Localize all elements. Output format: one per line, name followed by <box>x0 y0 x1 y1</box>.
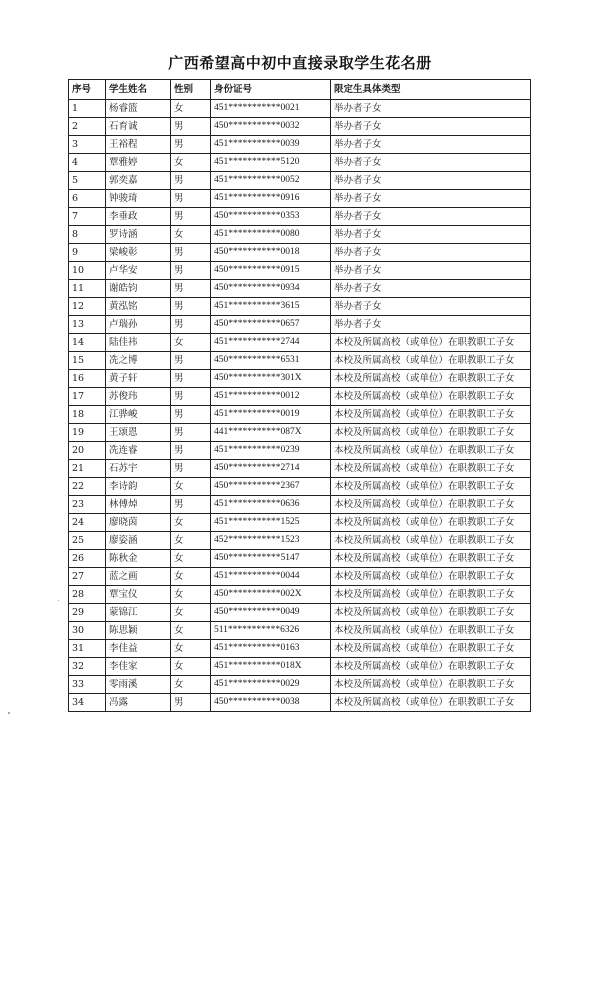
cell-id: 452***********1523 <box>211 532 331 550</box>
cell-name: 江骅峻 <box>106 406 171 424</box>
cell-gender: 女 <box>171 334 211 352</box>
table-row <box>69 388 531 406</box>
cell-type: 举办者子女 <box>331 316 531 334</box>
cell-name: 钟骏琦 <box>106 190 171 208</box>
table-row <box>69 550 531 568</box>
cell-gender: 男 <box>171 316 211 334</box>
cell-id: 450***********0032 <box>211 118 331 136</box>
cell-id: 451***********2744 <box>211 334 331 352</box>
cell-gender: 男 <box>171 118 211 136</box>
table-row <box>69 478 531 496</box>
table-row <box>69 406 531 424</box>
cell-type: 本校及所属高校（或单位）在职教职工子女 <box>331 550 531 568</box>
cell-type: 本校及所属高校（或单位）在职教职工子女 <box>331 334 531 352</box>
cell-no: 23 <box>69 496 106 514</box>
cell-gender: 男 <box>171 298 211 316</box>
cell-gender: 女 <box>171 586 211 604</box>
cell-gender: 男 <box>171 406 211 424</box>
table-row <box>69 262 531 280</box>
cell-gender: 男 <box>171 208 211 226</box>
cell-id: 441***********087X <box>211 424 331 442</box>
cell-gender: 男 <box>171 370 211 388</box>
table-body <box>69 100 531 712</box>
cell-type: 本校及所属高校（或单位）在职教职工子女 <box>331 586 531 604</box>
cell-gender: 男 <box>171 424 211 442</box>
cell-id: 451***********5120 <box>211 154 331 172</box>
cell-type: 本校及所属高校（或单位）在职教职工子女 <box>331 532 531 550</box>
cell-type: 本校及所属高校（或单位）在职教职工子女 <box>331 514 531 532</box>
cell-name: 卢华安 <box>106 262 171 280</box>
table-row <box>69 676 531 694</box>
cell-type: 本校及所属高校（或单位）在职教职工子女 <box>331 568 531 586</box>
cell-gender: 女 <box>171 676 211 694</box>
cell-no: 25 <box>69 532 106 550</box>
table-row <box>69 424 531 442</box>
cell-no: 26 <box>69 550 106 568</box>
cell-no: 1 <box>69 100 106 118</box>
cell-id: 451***********0039 <box>211 136 331 154</box>
cell-type: 本校及所属高校（或单位）在职教职工子女 <box>331 388 531 406</box>
cell-id: 451***********0029 <box>211 676 331 694</box>
table-row <box>69 460 531 478</box>
cell-gender: 女 <box>171 532 211 550</box>
cell-id: 511***********6326 <box>211 622 331 640</box>
student-roster-table <box>68 79 531 712</box>
cell-type: 本校及所属高校（或单位）在职教职工子女 <box>331 658 531 676</box>
cell-type: 本校及所属高校（或单位）在职教职工子女 <box>331 496 531 514</box>
cell-id: 451***********0080 <box>211 226 331 244</box>
cell-name: 苏俊玮 <box>106 388 171 406</box>
cell-gender: 女 <box>171 154 211 172</box>
cell-name: 李佳家 <box>106 658 171 676</box>
cell-type: 举办者子女 <box>331 136 531 154</box>
cell-no: 5 <box>69 172 106 190</box>
cell-no: 14 <box>69 334 106 352</box>
cell-id: 450***********0049 <box>211 604 331 622</box>
cell-name: 零雨溪 <box>106 676 171 694</box>
cell-no: 3 <box>69 136 106 154</box>
cell-type: 本校及所属高校（或单位）在职教职工子女 <box>331 352 531 370</box>
cell-id: 451***********0636 <box>211 496 331 514</box>
cell-no: 9 <box>69 244 106 262</box>
cell-name: 李佳益 <box>106 640 171 658</box>
table-row <box>69 316 531 334</box>
cell-no: 13 <box>69 316 106 334</box>
cell-type: 本校及所属高校（或单位）在职教职工子女 <box>331 676 531 694</box>
table-row <box>69 514 531 532</box>
cell-name: 蓝之画 <box>106 568 171 586</box>
table-row <box>69 154 531 172</box>
cell-name: 王颂恩 <box>106 424 171 442</box>
cell-type: 举办者子女 <box>331 100 531 118</box>
cell-id: 451***********0019 <box>211 406 331 424</box>
cell-id: 450***********0657 <box>211 316 331 334</box>
cell-id: 450***********0934 <box>211 280 331 298</box>
cell-name: 卢瑞孙 <box>106 316 171 334</box>
table-row <box>69 370 531 388</box>
table-row <box>69 640 531 658</box>
header-type: 限定生具体类型 <box>331 80 531 100</box>
cell-gender: 女 <box>171 640 211 658</box>
cell-id: 451***********1525 <box>211 514 331 532</box>
cell-id: 451***********0239 <box>211 442 331 460</box>
cell-name: 王裕程 <box>106 136 171 154</box>
cell-no: 17 <box>69 388 106 406</box>
cell-gender: 男 <box>171 460 211 478</box>
cell-name: 覃雅婷 <box>106 154 171 172</box>
cell-type: 举办者子女 <box>331 280 531 298</box>
cell-id: 450***********301X <box>211 370 331 388</box>
page-title: 广西希望高中初中直接录取学生花名册 <box>168 54 432 72</box>
cell-id: 451***********0044 <box>211 568 331 586</box>
cell-name: 杨睿篮 <box>106 100 171 118</box>
cell-type: 本校及所属高校（或单位）在职教职工子女 <box>331 460 531 478</box>
table-row <box>69 568 531 586</box>
table-row <box>69 442 531 460</box>
cell-type: 举办者子女 <box>331 262 531 280</box>
cell-no: 30 <box>69 622 106 640</box>
cell-gender: 男 <box>171 442 211 460</box>
cell-id: 451***********0021 <box>211 100 331 118</box>
table-row <box>69 190 531 208</box>
cell-no: 21 <box>69 460 106 478</box>
cell-name: 冯露 <box>106 694 171 712</box>
cell-type: 举办者子女 <box>331 118 531 136</box>
cell-no: 11 <box>69 280 106 298</box>
cell-id: 451***********3615 <box>211 298 331 316</box>
cell-no: 12 <box>69 298 106 316</box>
cell-no: 29 <box>69 604 106 622</box>
cell-gender: 男 <box>171 694 211 712</box>
cell-type: 举办者子女 <box>331 154 531 172</box>
cell-type: 本校及所属高校（或单位）在职教职工子女 <box>331 622 531 640</box>
cell-name: 林傅焯 <box>106 496 171 514</box>
cell-gender: 男 <box>171 280 211 298</box>
cell-gender: 女 <box>171 658 211 676</box>
cell-name: 覃宝仪 <box>106 586 171 604</box>
cell-gender: 男 <box>171 136 211 154</box>
cell-gender: 女 <box>171 550 211 568</box>
cell-no: 6 <box>69 190 106 208</box>
table-header-row <box>69 80 531 100</box>
cell-type: 举办者子女 <box>331 298 531 316</box>
cell-gender: 男 <box>171 496 211 514</box>
cell-gender: 女 <box>171 568 211 586</box>
cell-no: 8 <box>69 226 106 244</box>
table-row <box>69 496 531 514</box>
cell-type: 举办者子女 <box>331 226 531 244</box>
cell-type: 本校及所属高校（或单位）在职教职工子女 <box>331 478 531 496</box>
cell-gender: 男 <box>171 190 211 208</box>
table-row <box>69 226 531 244</box>
cell-no: 22 <box>69 478 106 496</box>
cell-gender: 男 <box>171 172 211 190</box>
cell-gender: 女 <box>171 226 211 244</box>
table-row <box>69 586 531 604</box>
cell-type: 本校及所属高校（或单位）在职教职工子女 <box>331 694 531 712</box>
header-gender: 性别 <box>171 80 211 100</box>
cell-no: 19 <box>69 424 106 442</box>
cell-gender: 女 <box>171 604 211 622</box>
cell-name: 廖姿涵 <box>106 532 171 550</box>
cell-type: 本校及所属高校（或单位）在职教职工子女 <box>331 604 531 622</box>
cell-no: 33 <box>69 676 106 694</box>
cell-type: 本校及所属高校（或单位）在职教职工子女 <box>331 442 531 460</box>
table-row <box>69 694 531 712</box>
cell-id: 450***********0915 <box>211 262 331 280</box>
cell-no: 4 <box>69 154 106 172</box>
header-name: 学生姓名 <box>106 80 171 100</box>
cell-gender: 女 <box>171 514 211 532</box>
cell-type: 本校及所属高校（或单位）在职教职工子女 <box>331 406 531 424</box>
cell-name: 谢皓钧 <box>106 280 171 298</box>
cell-id: 450***********0018 <box>211 244 331 262</box>
cell-id: 451***********0012 <box>211 388 331 406</box>
cell-type: 举办者子女 <box>331 208 531 226</box>
cell-id: 450***********002X <box>211 586 331 604</box>
cell-gender: 女 <box>171 478 211 496</box>
cell-type: 本校及所属高校（或单位）在职教职工子女 <box>331 370 531 388</box>
cell-gender: 男 <box>171 352 211 370</box>
table-row <box>69 604 531 622</box>
table-row <box>69 352 531 370</box>
cell-no: 7 <box>69 208 106 226</box>
cell-no: 34 <box>69 694 106 712</box>
cell-name: 黄泓铭 <box>106 298 171 316</box>
cell-name: 罗诗涵 <box>106 226 171 244</box>
cell-name: 石苏宇 <box>106 460 171 478</box>
table-row <box>69 658 531 676</box>
header-no: 序号 <box>69 80 106 100</box>
table-row <box>69 334 531 352</box>
cell-id: 451***********0163 <box>211 640 331 658</box>
cell-id: 450***********5147 <box>211 550 331 568</box>
cell-name: 陈秋金 <box>106 550 171 568</box>
cell-name: 李垂政 <box>106 208 171 226</box>
table-row <box>69 136 531 154</box>
table-row <box>69 298 531 316</box>
cell-name: 梁峻彰 <box>106 244 171 262</box>
cell-id: 450***********2367 <box>211 478 331 496</box>
cell-name: 黄子轩 <box>106 370 171 388</box>
table-row <box>69 622 531 640</box>
cell-name: 廖晓茵 <box>106 514 171 532</box>
cell-no: 15 <box>69 352 106 370</box>
table-row <box>69 532 531 550</box>
cell-no: 18 <box>69 406 106 424</box>
cell-gender: 男 <box>171 388 211 406</box>
cell-type: 本校及所属高校（或单位）在职教职工子女 <box>331 424 531 442</box>
cell-id: 451***********0916 <box>211 190 331 208</box>
cell-no: 27 <box>69 568 106 586</box>
table-row <box>69 208 531 226</box>
table-row <box>69 172 531 190</box>
cell-name: 郭奕嘉 <box>106 172 171 190</box>
cell-no: 16 <box>69 370 106 388</box>
header-id: 身份证号 <box>211 80 331 100</box>
cell-gender: 男 <box>171 244 211 262</box>
table-row <box>69 118 531 136</box>
cell-id: 451***********0052 <box>211 172 331 190</box>
cell-name: 石育诚 <box>106 118 171 136</box>
cell-no: 24 <box>69 514 106 532</box>
cell-name: 李诗韵 <box>106 478 171 496</box>
table-row <box>69 280 531 298</box>
cell-id: 450***********6531 <box>211 352 331 370</box>
cell-name: 蒙锦江 <box>106 604 171 622</box>
cell-gender: 男 <box>171 262 211 280</box>
table-row <box>69 100 531 118</box>
cell-type: 本校及所属高校（或单位）在职教职工子女 <box>331 640 531 658</box>
cell-no: 2 <box>69 118 106 136</box>
cell-type: 举办者子女 <box>331 190 531 208</box>
cell-id: 450***********0353 <box>211 208 331 226</box>
table-row <box>69 244 531 262</box>
cell-gender: 女 <box>171 622 211 640</box>
scan-speck <box>8 712 10 714</box>
cell-id: 450***********2714 <box>211 460 331 478</box>
scan-speck <box>58 600 59 601</box>
cell-name: 陈思颖 <box>106 622 171 640</box>
cell-id: 451***********018X <box>211 658 331 676</box>
cell-name: 陆佳祎 <box>106 334 171 352</box>
cell-no: 32 <box>69 658 106 676</box>
cell-no: 20 <box>69 442 106 460</box>
cell-gender: 女 <box>171 100 211 118</box>
cell-name: 冼之博 <box>106 352 171 370</box>
cell-type: 举办者子女 <box>331 172 531 190</box>
cell-id: 450***********0038 <box>211 694 331 712</box>
cell-type: 举办者子女 <box>331 244 531 262</box>
cell-no: 31 <box>69 640 106 658</box>
cell-no: 10 <box>69 262 106 280</box>
cell-name: 冼连睿 <box>106 442 171 460</box>
cell-no: 28 <box>69 586 106 604</box>
